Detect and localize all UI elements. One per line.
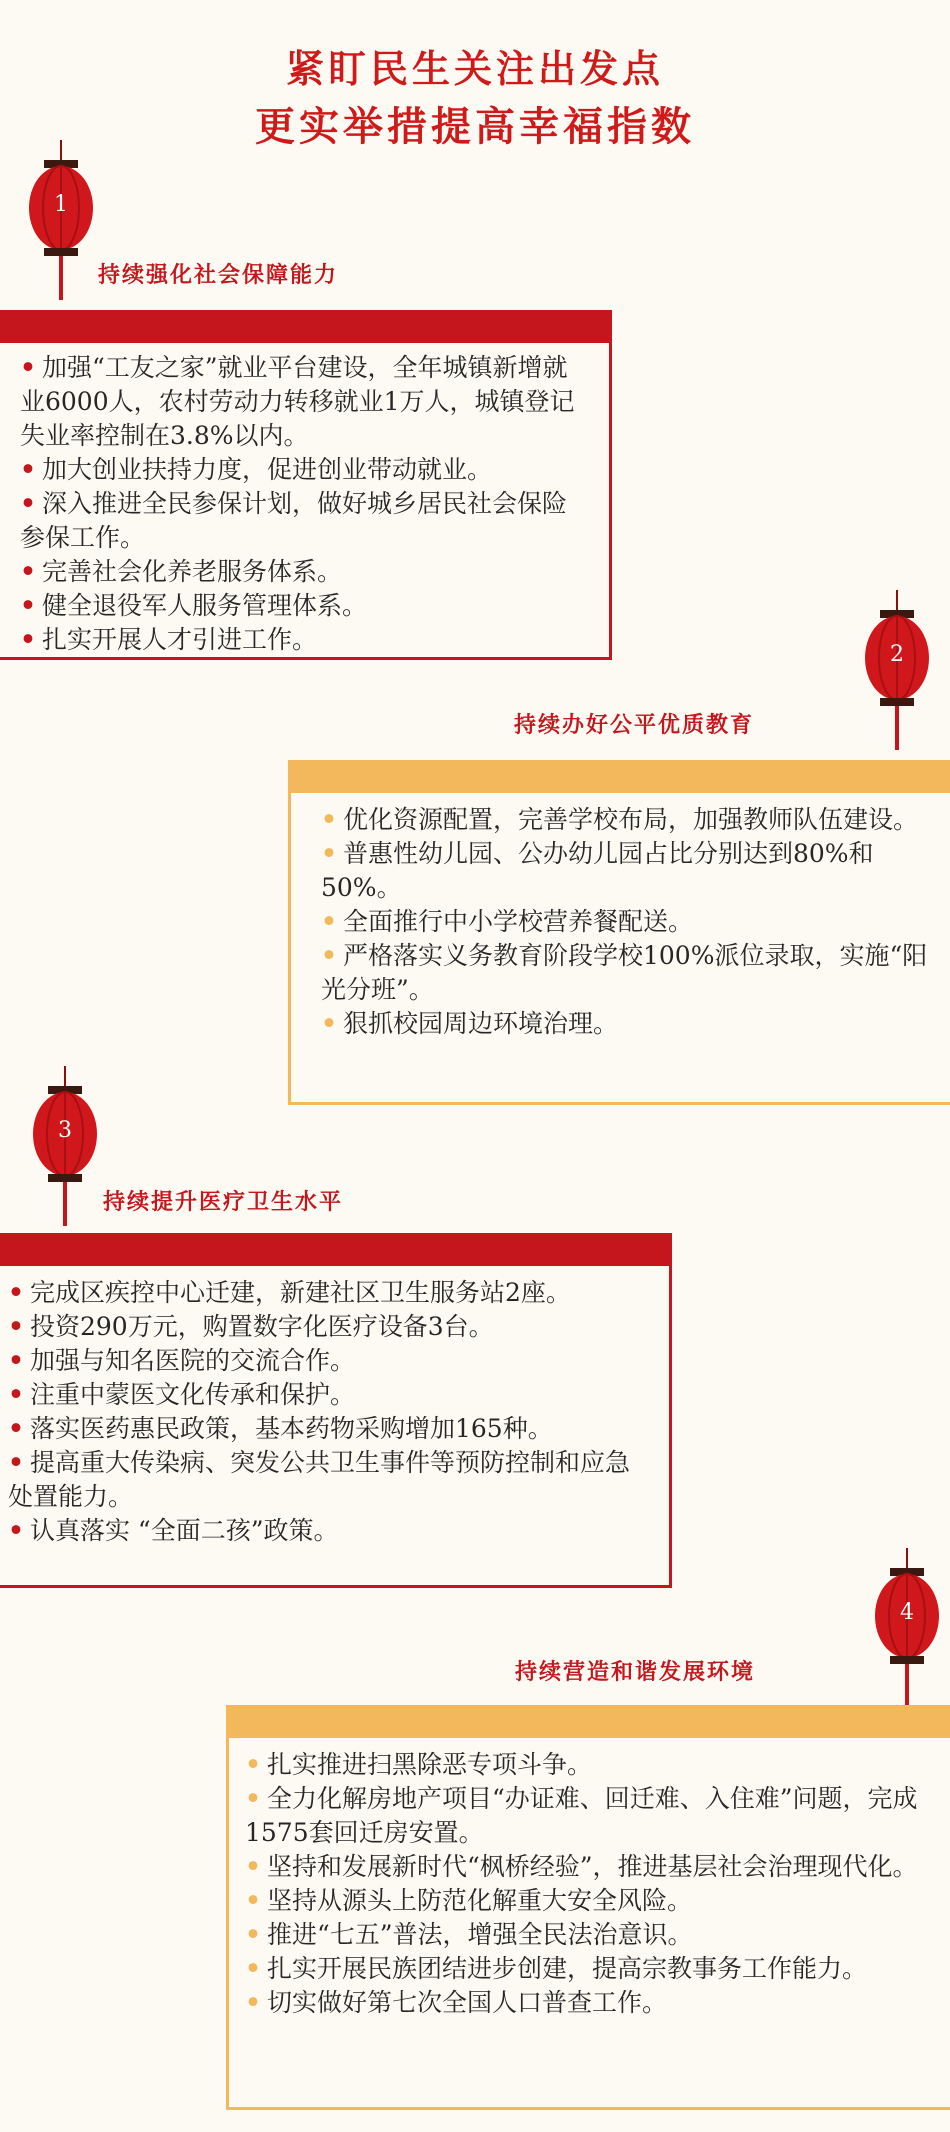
list-item: • 健全退役军人服务管理体系。 <box>20 591 367 620</box>
section-title: 持续办好公平优质教育 <box>514 713 755 738</box>
item-list <box>20 351 589 657</box>
lantern-icon <box>872 1548 942 1698</box>
panel-header-bar <box>229 1708 950 1738</box>
list-item: • 认真落实 “全面二孩”政策。 <box>8 1516 339 1545</box>
list-item: • 严格落实义务教育阶段学校100%派位录取，实施“阳光分班”。 <box>321 941 928 1004</box>
section-number: 1 <box>54 192 68 217</box>
list-item: • 投资290万元，购置数字化医疗设备3台。 <box>8 1312 494 1341</box>
list-item: • 提高重大传染病、突发公共卫生事件等预防控制和应急处置能力。 <box>8 1448 630 1511</box>
section-number: 4 <box>900 1600 914 1625</box>
list-item: • 扎实推进扫黑除恶专项斗争。 <box>245 1750 592 1779</box>
list-item: • 完成区疾控中心迁建，新建社区卫生服务站2座。 <box>8 1278 571 1307</box>
list-item: • 扎实开展人才引进工作。 <box>20 625 317 654</box>
list-item: • 推进“七五”普法，增强全民法治意识。 <box>245 1920 693 1949</box>
section-panel <box>288 760 950 1105</box>
list-item: • 普惠性幼儿园、公办幼儿园占比分别达到80%和50%。 <box>321 839 874 902</box>
headline-line-1: 紧盯民生关注出发点 <box>285 47 664 91</box>
section-panel <box>0 1233 672 1588</box>
lantern-icon <box>30 1066 100 1216</box>
section-number: 3 <box>58 1118 72 1143</box>
panel-header-bar <box>0 1236 669 1266</box>
lantern-icon <box>862 590 932 740</box>
section-title: 持续强化社会保障能力 <box>98 263 339 288</box>
list-item: • 坚持和发展新时代“枫桥经验”，推进基层社会治理现代化。 <box>245 1852 918 1881</box>
list-item: • 加强“工友之家”就业平台建设，全年城镇新增就业6000人，农村劳动力转移就业1万人，城镇登记失业率控制在3.8%以内。 <box>20 353 575 450</box>
list-item: • 完善社会化养老服务体系。 <box>20 557 342 586</box>
panel-header-bar <box>291 763 950 793</box>
list-item: • 深入推进全民参保计划，做好城乡居民社会保险参保工作。 <box>20 489 567 552</box>
list-item: • 坚持从源头上防范化解重大安全风险。 <box>245 1886 692 1915</box>
item-list <box>321 803 930 1041</box>
list-item: • 全面推行中小学校营养餐配送。 <box>321 907 693 936</box>
list-item: • 切实做好第七次全国人口普查工作。 <box>245 1988 667 2017</box>
list-item: • 优化资源配置，完善学校布局，加强教师队伍建设。 <box>321 805 918 834</box>
section-panel <box>226 1705 950 2110</box>
list-item: • 注重中蒙医文化传承和保护。 <box>8 1380 355 1409</box>
list-item: • 全力化解房地产项目“办证难、回迁难、入住难”问题，完成1575套回迁房安置。 <box>245 1784 918 1847</box>
lantern-icon <box>26 140 96 290</box>
list-item: • 加大创业扶持力度，促进创业带动就业。 <box>20 455 492 484</box>
section-panel <box>0 310 612 660</box>
section-title: 持续营造和谐发展环境 <box>515 1660 756 1685</box>
panel-header-bar <box>0 313 609 343</box>
list-item: • 狠抓校园周边环境治理。 <box>321 1009 618 1038</box>
list-item: • 扎实开展民族团结进步创建，提高宗教事务工作能力。 <box>245 1954 867 1983</box>
list-item: • 落实医药惠民政策，基本药物采购增加165种。 <box>8 1414 553 1443</box>
item-list <box>245 1748 930 2020</box>
section-title: 持续提升医疗卫生水平 <box>103 1190 344 1215</box>
headline-line-2: 更实举措提高幸福指数 <box>255 104 695 150</box>
item-list <box>8 1276 649 1548</box>
section-number: 2 <box>890 642 904 667</box>
list-item: • 加强与知名医院的交流合作。 <box>8 1346 355 1375</box>
